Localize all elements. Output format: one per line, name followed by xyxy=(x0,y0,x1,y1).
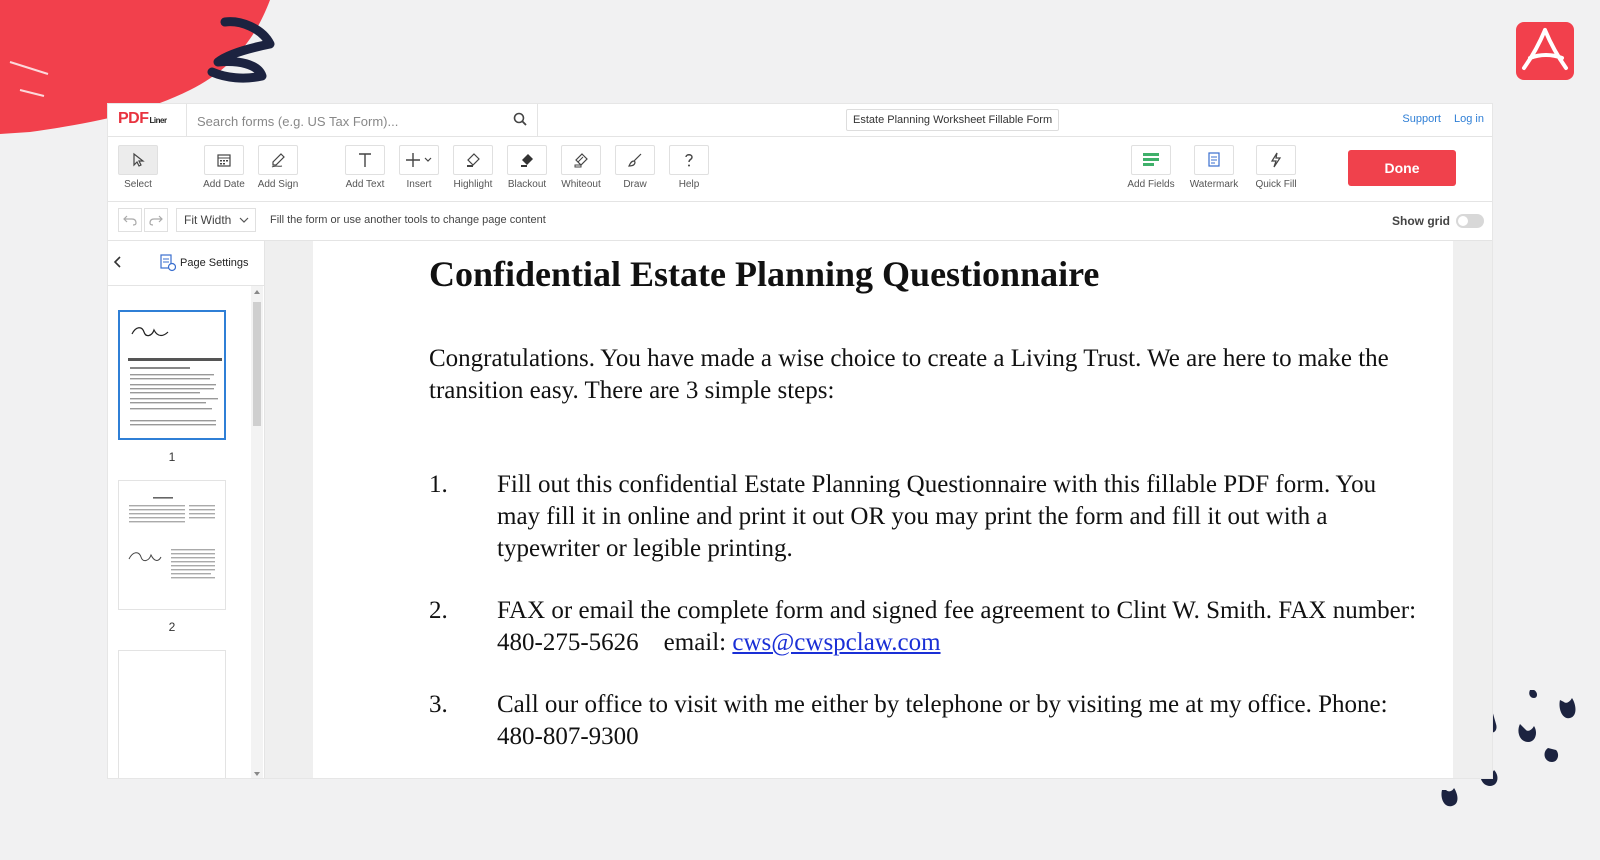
scroll-up-arrow[interactable] xyxy=(254,290,260,294)
page-thumbnails xyxy=(108,286,250,778)
thumbnail-preview-2 xyxy=(119,481,225,609)
question-icon xyxy=(681,152,697,168)
add-sign-tool[interactable] xyxy=(252,145,304,190)
redo-icon xyxy=(149,214,163,226)
page-settings-label: Page Settings xyxy=(180,257,249,269)
blackout-icon xyxy=(519,152,535,168)
add-date-tool-box xyxy=(204,145,244,175)
page-thumbnail-2[interactable] xyxy=(118,480,226,610)
quick-fill-tool-box xyxy=(1256,145,1296,175)
highlight-label: Highlight xyxy=(453,179,493,190)
insert-tool[interactable] xyxy=(393,145,445,190)
draw-tool[interactable] xyxy=(609,145,661,190)
quick-fill-label: Quick Fill xyxy=(1255,179,1297,190)
page-thumbnail-3[interactable] xyxy=(118,650,226,778)
logo-subtext: Liner xyxy=(149,116,167,125)
page-settings-icon xyxy=(160,254,176,272)
main-toolbar xyxy=(108,137,1492,202)
thumbnails-scrollbar[interactable] xyxy=(251,286,263,778)
pdf-logo-icon xyxy=(1516,22,1574,80)
highlight-tool-box xyxy=(453,145,493,175)
page-thumbnail-1[interactable] xyxy=(118,310,226,440)
add-text-tool[interactable] xyxy=(339,145,391,190)
watermark-tool[interactable] xyxy=(1188,145,1240,190)
step-text: Call our office to visit with me either by telephone or by visiting me at my office. Phone: 480-807-9300 xyxy=(497,691,1388,750)
thumbnail-preview-1 xyxy=(120,312,224,438)
step-text: Fill out this confidential Estate Planning Questionnaire with this fillable PDF form. You may fill it in online and print it out OR you may print the form and fill it out with a typewriter or legible printing. xyxy=(497,471,1377,562)
highlight-tool[interactable] xyxy=(447,145,499,190)
document-canvas xyxy=(265,241,1492,778)
add-fields-tool-box xyxy=(1131,145,1171,175)
add-sign-tool-box xyxy=(258,145,298,175)
document-heading: Confidential Estate Planning Questionnaire xyxy=(429,254,1100,294)
blackout-tool-box xyxy=(507,145,547,175)
calendar-icon xyxy=(216,152,232,168)
login-link[interactable]: Log in xyxy=(1454,113,1484,125)
text-icon xyxy=(357,152,373,168)
undo-icon xyxy=(123,214,137,226)
top-links xyxy=(1392,113,1484,125)
highlighter-icon xyxy=(465,152,481,168)
draw-label: Draw xyxy=(623,179,647,190)
chevron-left-icon[interactable] xyxy=(112,255,124,269)
step-number: 3. xyxy=(429,691,448,718)
redo-button[interactable] xyxy=(144,208,168,232)
add-sign-label: Add Sign xyxy=(257,179,299,190)
page-settings-button[interactable] xyxy=(160,254,249,272)
pages-panel xyxy=(108,241,265,778)
pages-panel-header xyxy=(108,241,264,286)
insert-label: Insert xyxy=(406,179,432,190)
insert-tool-box xyxy=(399,145,439,175)
show-grid-label: Show grid xyxy=(1392,214,1450,228)
email-link[interactable]: cws@cwspclaw.com xyxy=(732,629,941,656)
undo-button[interactable] xyxy=(118,208,142,232)
search-box xyxy=(186,104,538,136)
help-label: Help xyxy=(678,179,700,190)
done-button[interactable]: Done xyxy=(1348,150,1456,186)
search-icon[interactable] xyxy=(513,112,527,126)
select-tool[interactable] xyxy=(112,145,164,190)
help-tool-box xyxy=(669,145,709,175)
document-page[interactable] xyxy=(313,241,1453,778)
cursor-icon xyxy=(130,152,146,168)
intro-paragraph: Congratulations. You have made a wise choice to create a Living Trust. We are here to make the transition easy. There are 3 simple steps: xyxy=(429,345,1389,404)
scrollbar-thumb[interactable] xyxy=(253,302,261,426)
hint-text: Fill the form or use another tools to change page content xyxy=(270,214,546,226)
brush-icon xyxy=(627,152,643,168)
select-tool-label: Select xyxy=(124,179,152,190)
toggle-knob xyxy=(1458,216,1468,226)
add-date-label: Add Date xyxy=(203,179,245,190)
pdfliner-logo[interactable] xyxy=(118,110,167,128)
page-number-1: 1 xyxy=(168,450,176,464)
plus-icon xyxy=(405,152,433,168)
whiteout-tool[interactable] xyxy=(555,145,607,190)
draw-tool-box xyxy=(615,145,655,175)
step-text xyxy=(497,595,1423,659)
document-title: Estate Planning Worksheet Fillable Form xyxy=(846,109,1059,131)
watermark-tool-box xyxy=(1194,145,1234,175)
blackout-label: Blackout xyxy=(507,179,547,190)
whiteout-tool-box xyxy=(561,145,601,175)
step-number: 1. xyxy=(429,471,448,498)
search-input[interactable] xyxy=(195,110,499,132)
step-number: 2. xyxy=(429,597,448,624)
step-text-part: FAX or email the complete form and signed fee agreement to Clint W. Smith. FAX number: 480-275-5626 email: xyxy=(497,597,1423,656)
add-fields-tool[interactable] xyxy=(1125,145,1177,190)
help-tool[interactable] xyxy=(663,145,715,190)
logo-text: PDF xyxy=(118,110,149,127)
add-text-label: Add Text xyxy=(345,179,385,190)
select-tool-box xyxy=(118,145,158,175)
fields-icon xyxy=(1142,152,1160,168)
page-number-2: 2 xyxy=(168,620,176,634)
secondary-toolbar xyxy=(108,202,1492,241)
watermark-icon xyxy=(1206,152,1222,168)
watermark-label: Watermark xyxy=(1189,179,1239,190)
pen-icon xyxy=(270,152,286,168)
blackout-tool[interactable] xyxy=(501,145,553,190)
chevron-down-icon xyxy=(239,217,249,223)
zoom-value: Fit Width xyxy=(184,213,232,227)
support-link[interactable]: Support xyxy=(1402,113,1441,125)
add-fields-label: Add Fields xyxy=(1127,179,1175,190)
lightning-icon xyxy=(1268,152,1284,168)
show-grid-toggle[interactable] xyxy=(1456,214,1484,228)
pdfliner-app-window xyxy=(108,104,1492,778)
scroll-down-arrow[interactable] xyxy=(254,772,260,776)
add-text-tool-box xyxy=(345,145,385,175)
top-bar xyxy=(108,104,1492,137)
quick-fill-tool[interactable] xyxy=(1250,145,1302,190)
zoom-select[interactable] xyxy=(176,208,256,232)
whiteout-label: Whiteout xyxy=(561,179,601,190)
add-date-tool[interactable] xyxy=(198,145,250,190)
whiteout-icon xyxy=(573,152,589,168)
